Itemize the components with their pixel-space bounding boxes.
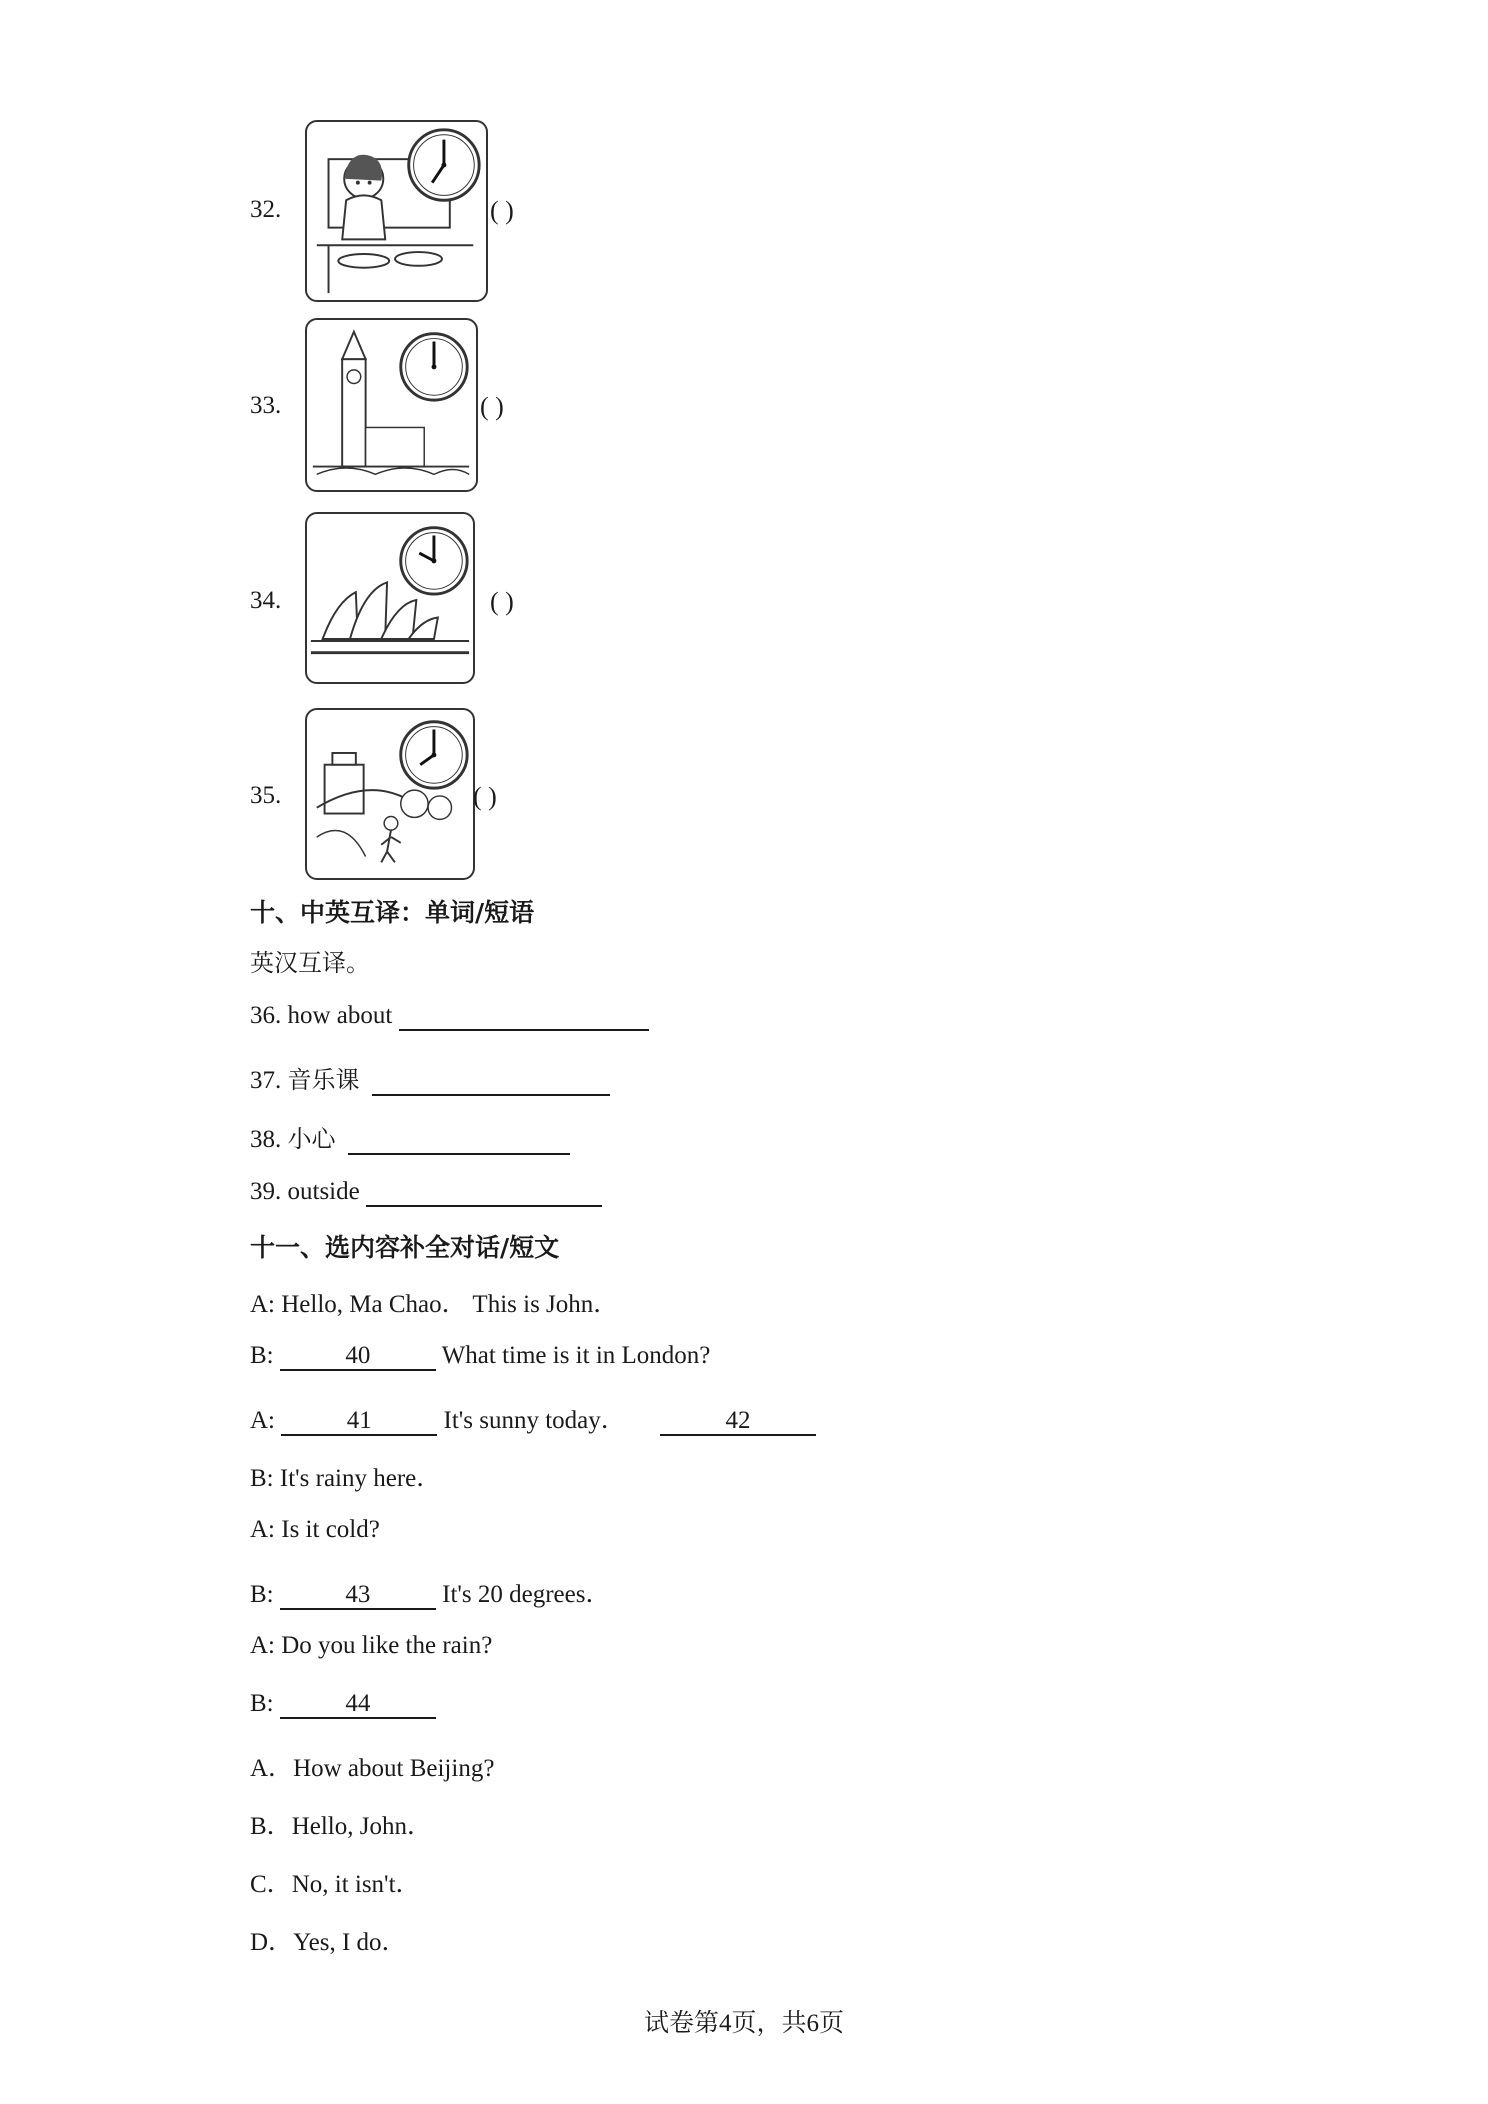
dialogue-line-3 <box>250 1400 816 1436</box>
dialogue-line-7 <box>250 1632 492 1660</box>
dialogue-text: What time is it in London? <box>441 1342 711 1369</box>
dialogue-line-6 <box>250 1574 610 1610</box>
question-35-picture <box>305 708 475 880</box>
question-34-number: 34. <box>250 587 282 614</box>
blank-40[interactable]: 40 <box>280 1343 436 1371</box>
question-34-picture <box>305 512 475 684</box>
question-36-answer-blank[interactable] <box>399 1003 649 1031</box>
option-d <box>250 1922 407 1958</box>
option-text: Hello, John． <box>291 1813 432 1840</box>
blank-44[interactable]: 44 <box>280 1691 436 1719</box>
big-ben-clock-illustration <box>307 320 476 490</box>
question-37-text: 音乐课 <box>287 1066 360 1094</box>
page-footer: 试卷第4页，共6页 <box>643 2010 844 2037</box>
speaker-label: A: <box>250 1632 275 1659</box>
question-38-number: 38. <box>250 1126 282 1153</box>
opera-house-clock-illustration <box>307 514 473 682</box>
question-35-number: 35. <box>250 782 282 809</box>
option-letter: D． <box>250 1929 294 1956</box>
option-letter: A． <box>250 1755 294 1782</box>
dialogue-text: Do you like the rain? <box>281 1632 493 1659</box>
section-10-instruction: 英汉互译。 <box>250 949 370 977</box>
speaker-label: A: <box>250 1291 275 1318</box>
speaker-label: A: <box>250 1516 275 1543</box>
dialogue-line-8 <box>250 1690 436 1719</box>
blank-42[interactable]: 42 <box>660 1408 816 1436</box>
blank-43[interactable]: 43 <box>280 1582 436 1610</box>
question-33-number: 33. <box>250 392 282 419</box>
dialogue-text: Is it cold? <box>281 1516 380 1543</box>
question-33-answer-parentheses[interactable]: ( ) <box>480 392 504 421</box>
dialogue-text: It's rainy here． <box>279 1465 442 1492</box>
question-36-text: how about <box>287 1002 393 1029</box>
question-38-answer-blank[interactable] <box>348 1127 570 1155</box>
dialogue-line-2 <box>250 1342 710 1371</box>
option-text: No, it isn't． <box>291 1871 421 1898</box>
speaker-label: B: <box>250 1465 274 1492</box>
dialogue-line-1 <box>250 1284 618 1320</box>
option-a <box>250 1748 494 1784</box>
dialogue-text: It's 20 degrees． <box>442 1581 611 1608</box>
question-32-answer-parentheses[interactable]: ( ) <box>490 196 514 225</box>
section-10-heading: 十、中英互译：单词/短语 <box>250 898 535 927</box>
question-39-number: 39. <box>250 1178 282 1205</box>
option-letter: C． <box>250 1871 292 1898</box>
dialogue-line-4 <box>250 1458 441 1494</box>
dialogue-line-5 <box>250 1516 380 1544</box>
option-letter: B． <box>250 1813 292 1840</box>
speaker-label: B: <box>250 1690 274 1717</box>
question-37-answer-blank[interactable] <box>372 1068 610 1096</box>
question-32-number: 32. <box>250 196 282 223</box>
question-39-text: outside <box>287 1178 360 1205</box>
breakfast-clock-illustration <box>307 122 486 300</box>
blank-41[interactable]: 41 <box>281 1408 437 1436</box>
section-11-heading: 十一、选内容补全对话/短文 <box>250 1233 560 1262</box>
dialogue-text: It's sunny today． <box>443 1407 626 1434</box>
question-37-number: 37. <box>250 1067 282 1094</box>
question-35-answer-parentheses[interactable]: ( ) <box>473 782 497 811</box>
question-38 <box>250 1119 570 1155</box>
option-c <box>250 1864 421 1900</box>
question-36 <box>250 1002 649 1031</box>
option-text: Yes, I do． <box>293 1929 407 1956</box>
speaker-label: B: <box>250 1342 274 1369</box>
question-39-answer-blank[interactable] <box>366 1179 602 1207</box>
option-text: How about Beijing? <box>293 1755 495 1782</box>
question-33-picture <box>305 318 478 492</box>
dialogue-text: Hello, Ma Chao． This is John． <box>281 1291 619 1318</box>
option-b <box>250 1806 432 1842</box>
question-34-answer-parentheses[interactable]: ( ) <box>490 587 514 616</box>
question-39 <box>250 1178 602 1207</box>
question-32-picture <box>305 120 488 302</box>
speaker-label: A: <box>250 1407 275 1434</box>
speaker-label: B: <box>250 1581 274 1608</box>
walking-to-school-clock-illustration <box>307 710 473 878</box>
question-38-text: 小心 <box>287 1125 336 1153</box>
question-37 <box>250 1060 610 1096</box>
question-36-number: 36. <box>250 1002 282 1029</box>
